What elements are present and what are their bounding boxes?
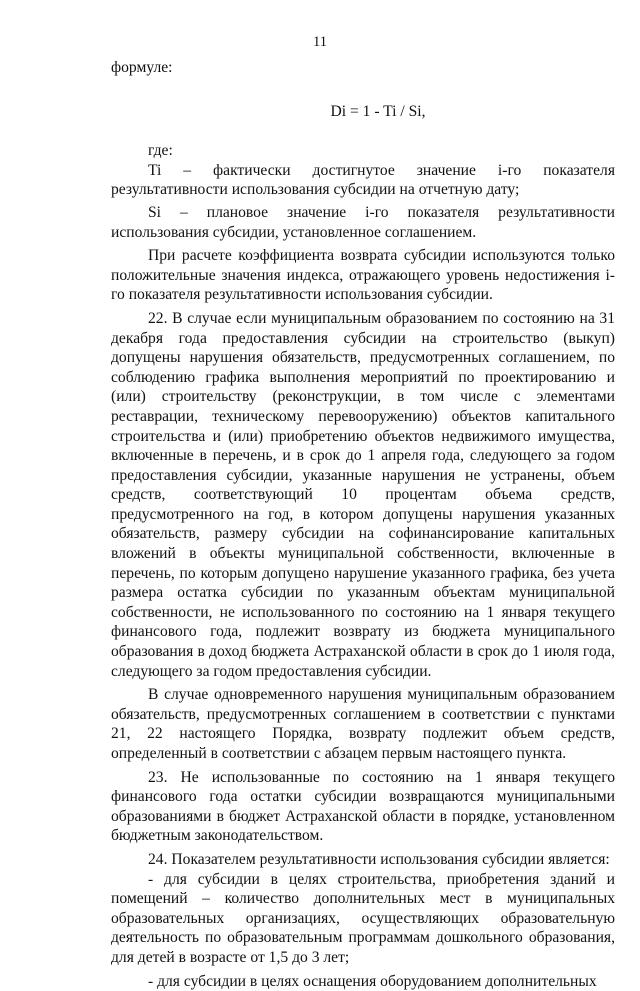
paragraph-24-item-b: - для субсидии в целях оснащения оборудованием дополнительных xyxy=(148,972,597,990)
formula: Di = 1 - Ti / Si, xyxy=(330,102,426,120)
paragraph-calculation: При расчете коэффициента возврата субсидии используются только положительные значения индекса, отражающего уровень недостижения i-го показателя результативности использования субсидии. xyxy=(111,247,615,304)
document-body xyxy=(111,58,615,991)
page-number: 11 xyxy=(313,34,327,50)
intro-line: формуле: xyxy=(111,59,173,76)
where-label: где: xyxy=(148,142,173,160)
definition-si: Si – плановое значение i-го показателя результативности использования субсидии, установленное соглашением. xyxy=(111,203,615,241)
definition-ti: Ti – фактически достигнутое значение i-го показателя результативности использования субсидии на отчетную дату; xyxy=(111,161,615,199)
paragraph-24: 24. Показателем результативности использования субсидии является: xyxy=(148,850,610,868)
paragraph-22: 22. В случае если муниципальным образованием по состоянию на 31 декабря года предоставления субсидии на строительство (выкуп) допущены нарушения обязательств, предусмотренных соглашением, по соблюдению графика выполнения мероприятий по проектированию и (или) строительству (реконструкции, в том числе с элементами реставрации, техническому перевооружению) объектов капитального строительства и (или) приобретению объектов недвижимого имущества, включенные в перечень, и в срок до 1 апреля года, следующего за годом предоставления субсидии, указанные нарушения не устранены, объем средств, соответствующий 10 процентам объема средств, предусмотренного на год, в котором допущены нарушения указанных обязательств, размеру субсидии на софинансирование капитальных вложений в объекты муниципальной собственности, включенные в перечень, по которым допущено нарушение указанного графика, без учета размера остатка субсидии по указанным объектам муниципальной собственности, не использованного по состоянию на 1 января текущего финансового года, подлежит возврату из бюджета муниципального образования в доход бюджета Астраханской области в срок до 1 июля года, следующего за годом предоставления субсидии. xyxy=(111,309,615,680)
paragraph-23: 23. Не использованные по состоянию на 1 января текущего финансового года остатки субсидии возвращаются муниципальными образованиями в бюджет Астраханской области в порядке, установленном бюджетным законодательством. xyxy=(111,768,615,845)
paragraph-22-second: В случае одновременного нарушения муниципальным образованием обязательств, предусмотренных соглашением в соответствии с пунктами 21, 22 настоящего Порядка, возврату подлежит объем средств, определенный в соответствии с абзацем первым настоящего пункта. xyxy=(111,686,615,762)
paragraph-24-item-a: - для субсидии в целях строительства, приобретения зданий и помещений – количество дополнительных мест в муниципальных образовательных организациях, осуществляющих образовательную деятельность по образовательным программам дошкольного образования, для детей в возрасте от 1,5 до 3 лет; xyxy=(111,870,615,966)
